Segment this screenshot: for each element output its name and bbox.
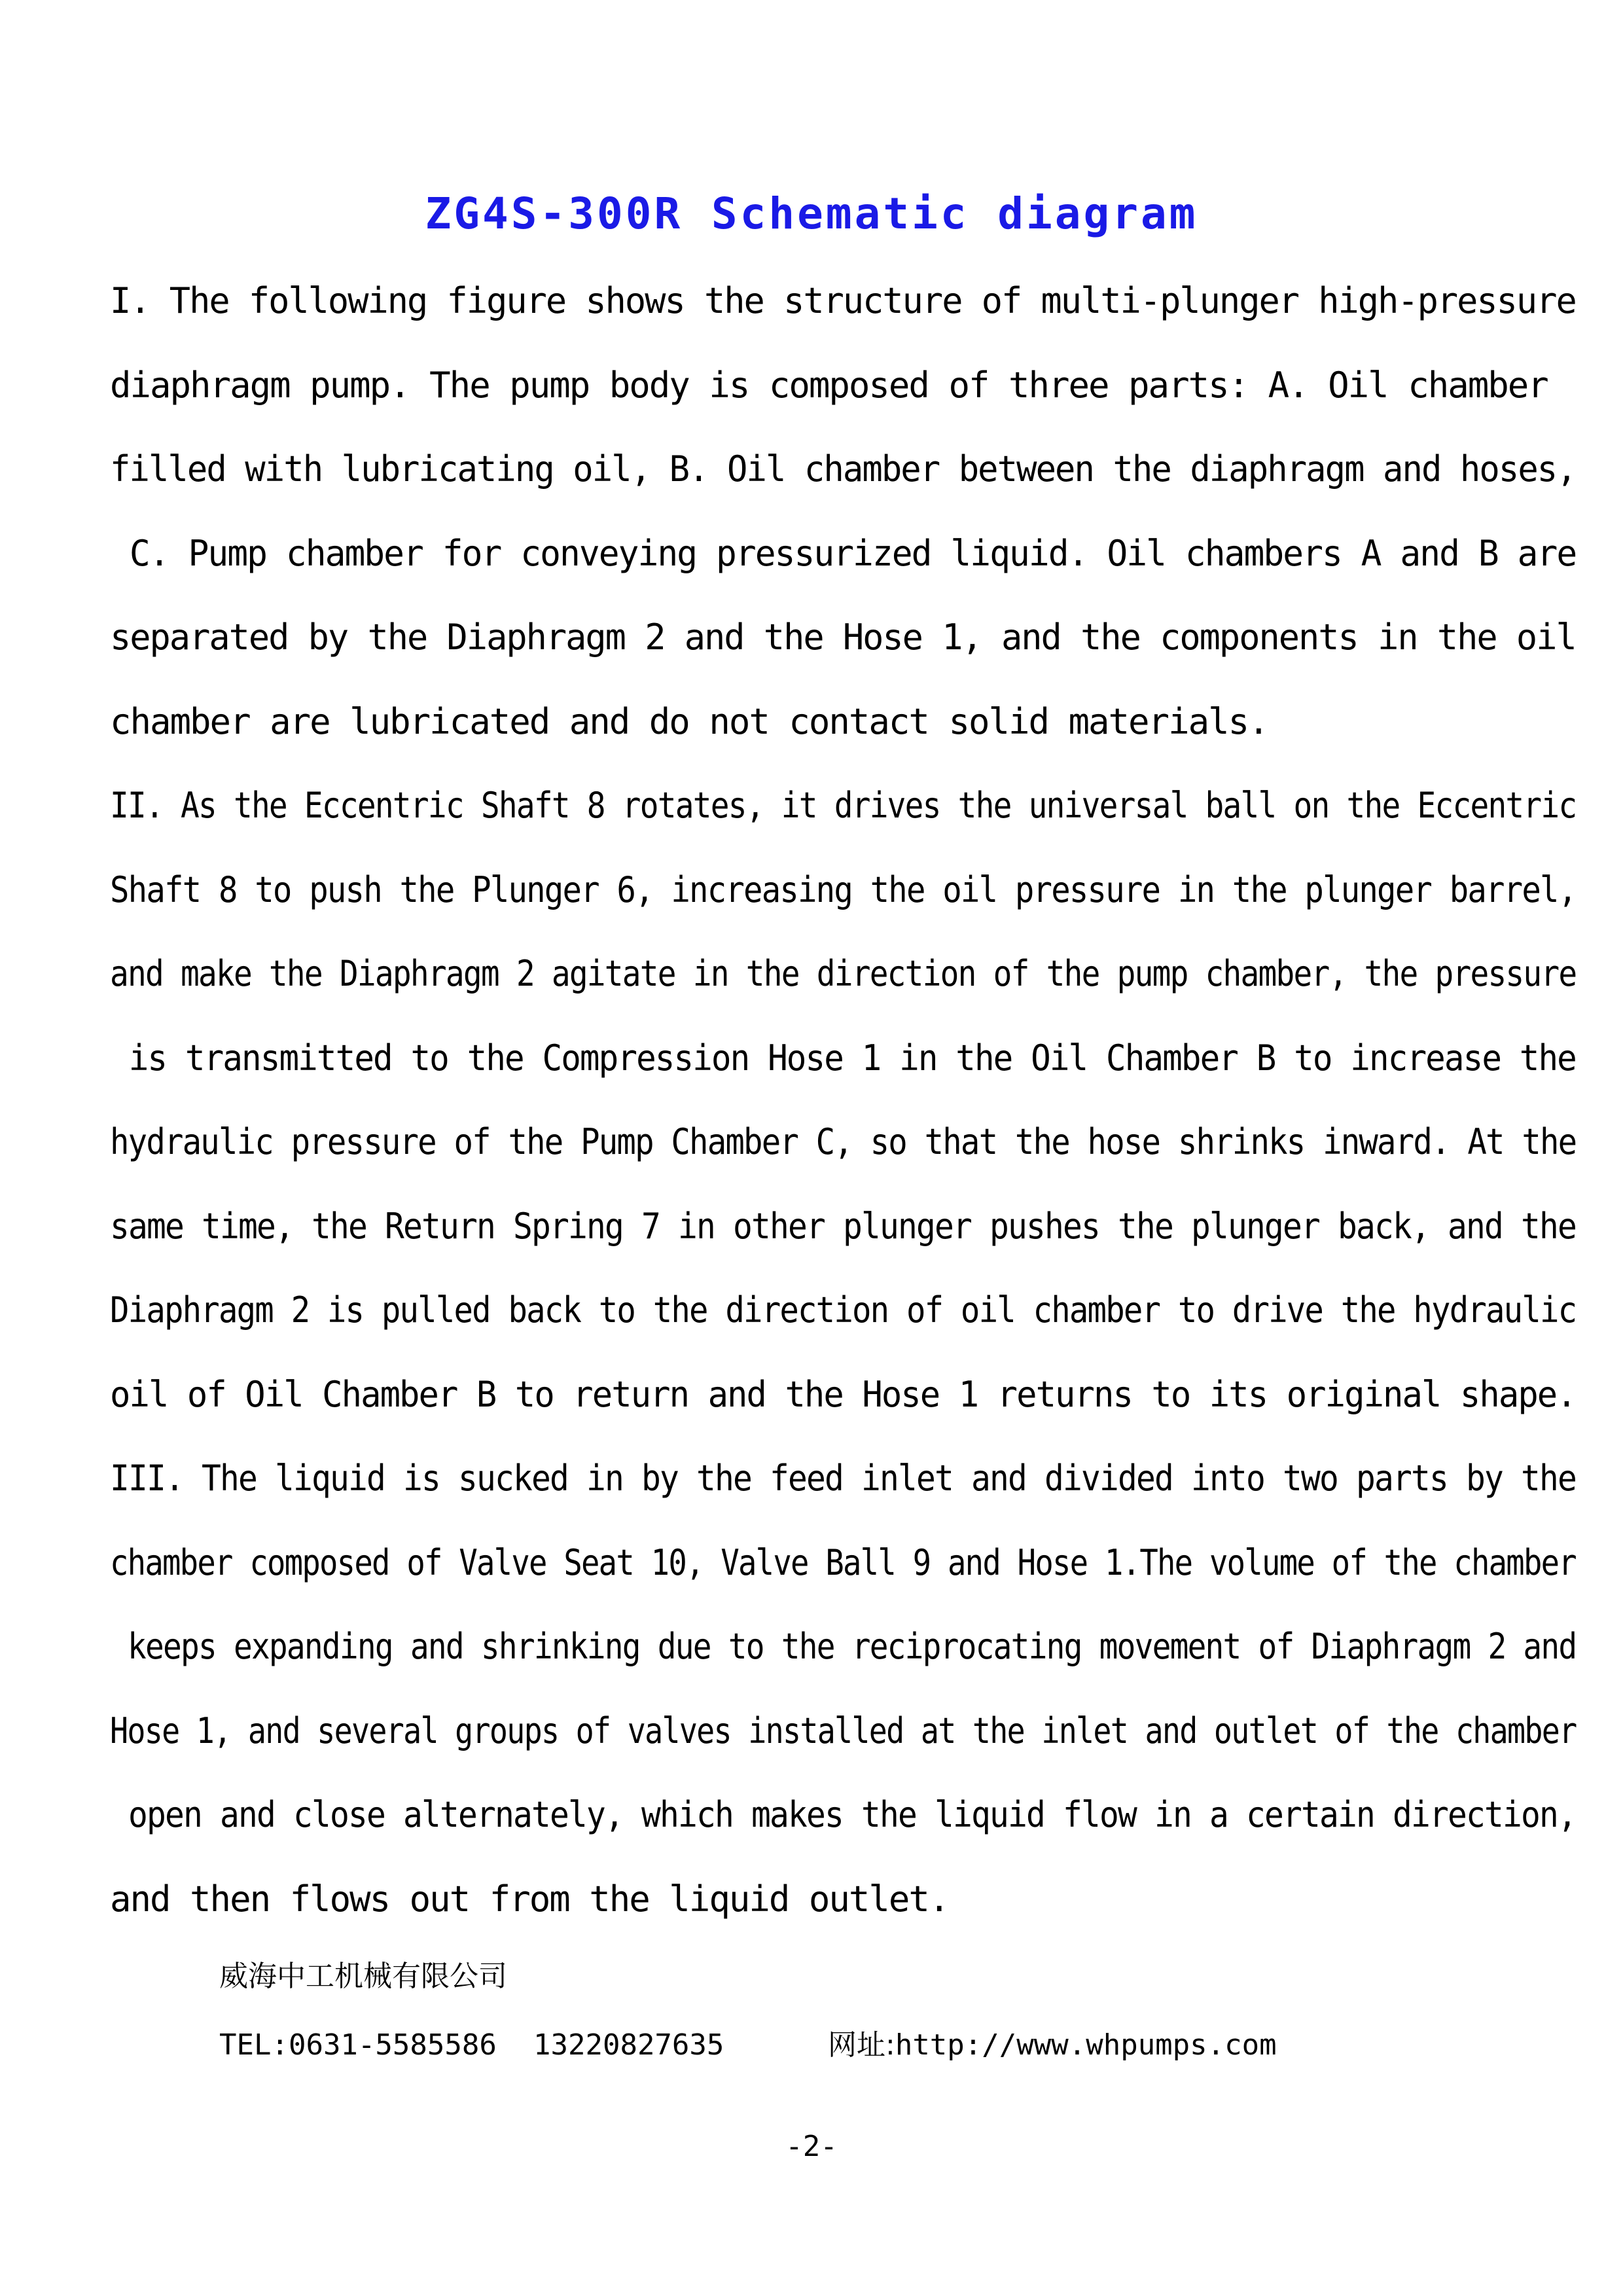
body-line: Diaphragm 2 is pulled back to the direction of oil chamber to drive the hydraulic — [110, 1289, 1577, 1331]
body-line: I. The following figure shows the structure of multi-plunger high-pressure — [110, 280, 1576, 321]
mobile-number: 13220827635 — [533, 2028, 724, 2062]
body-line: Hose 1, and several groups of valves installed at the inlet and outlet of the chamber — [110, 1710, 1577, 1751]
body-line: III. The liquid is sucked in by the feed inlet and divided into two parts by the — [110, 1458, 1576, 1499]
body-line: C. Pump chamber for conveying pressurized liquid. Oil chambers A and B are — [110, 532, 1577, 574]
body-line: oil of Oil Chamber B to return and the Hose 1 returns to its original shape. — [110, 1373, 1576, 1415]
body-line: open and close alternately, which makes the liquid flow in a certain direction, — [110, 1794, 1576, 1835]
website-link[interactable]: http://www.whpumps.com — [895, 2028, 1277, 2062]
body-line: diaphragm pump. The pump body is composed of three parts: A. Oil chamber — [110, 364, 1548, 406]
website-label: 网址: — [828, 2028, 895, 2062]
footer — [219, 1950, 1463, 2068]
company-name: 威海中工机械有限公司 — [219, 1960, 507, 1993]
body-line: is transmitted to the Compression Hose 1 in the Oil Chamber B to increase the — [110, 1037, 1576, 1079]
contact-line — [219, 2022, 1463, 2068]
body-line: and then flows out from the liquid outlet. — [110, 1878, 949, 1920]
body-line: chamber composed of Valve Seat 10, Valve Ball 9 and Hose 1.The volume of the chamber — [110, 1541, 1576, 1583]
body-line: Shaft 8 to push the Plunger 6, increasing the oil pressure in the plunger barrel, — [110, 869, 1577, 910]
body-line: and make the Diaphragm 2 agitate in the direction of the pump chamber, the pressure — [110, 953, 1577, 994]
page-title: ZG4S-300R Schematic diagram — [425, 188, 1198, 240]
body-line: II. As the Eccentric Shaft 8 rotates, it drives the universal ball on the Eccentric — [110, 785, 1577, 826]
body-line: filled with lubricating oil, B. Oil chamber between the diaphragm and hoses, — [110, 448, 1576, 490]
telephone: TEL:0631-5585586 — [219, 2028, 497, 2062]
body-line: same time, the Return Spring 7 in other plunger pushes the plunger back, and the — [110, 1205, 1576, 1247]
body-text — [110, 268, 1576, 1950]
page-number: -2- — [785, 2130, 838, 2163]
body-line: chamber are lubricated and do not contact solid materials. — [110, 700, 1268, 742]
body-line: hydraulic pressure of the Pump Chamber C, so that the hose shrinks inward. At the — [110, 1121, 1577, 1162]
body-line: separated by the Diaphragm 2 and the Hose 1, and the components in the oil — [110, 617, 1576, 658]
body-line: keeps expanding and shrinking due to the reciprocating movement of Diaphragm 2 and — [110, 1626, 1577, 1667]
